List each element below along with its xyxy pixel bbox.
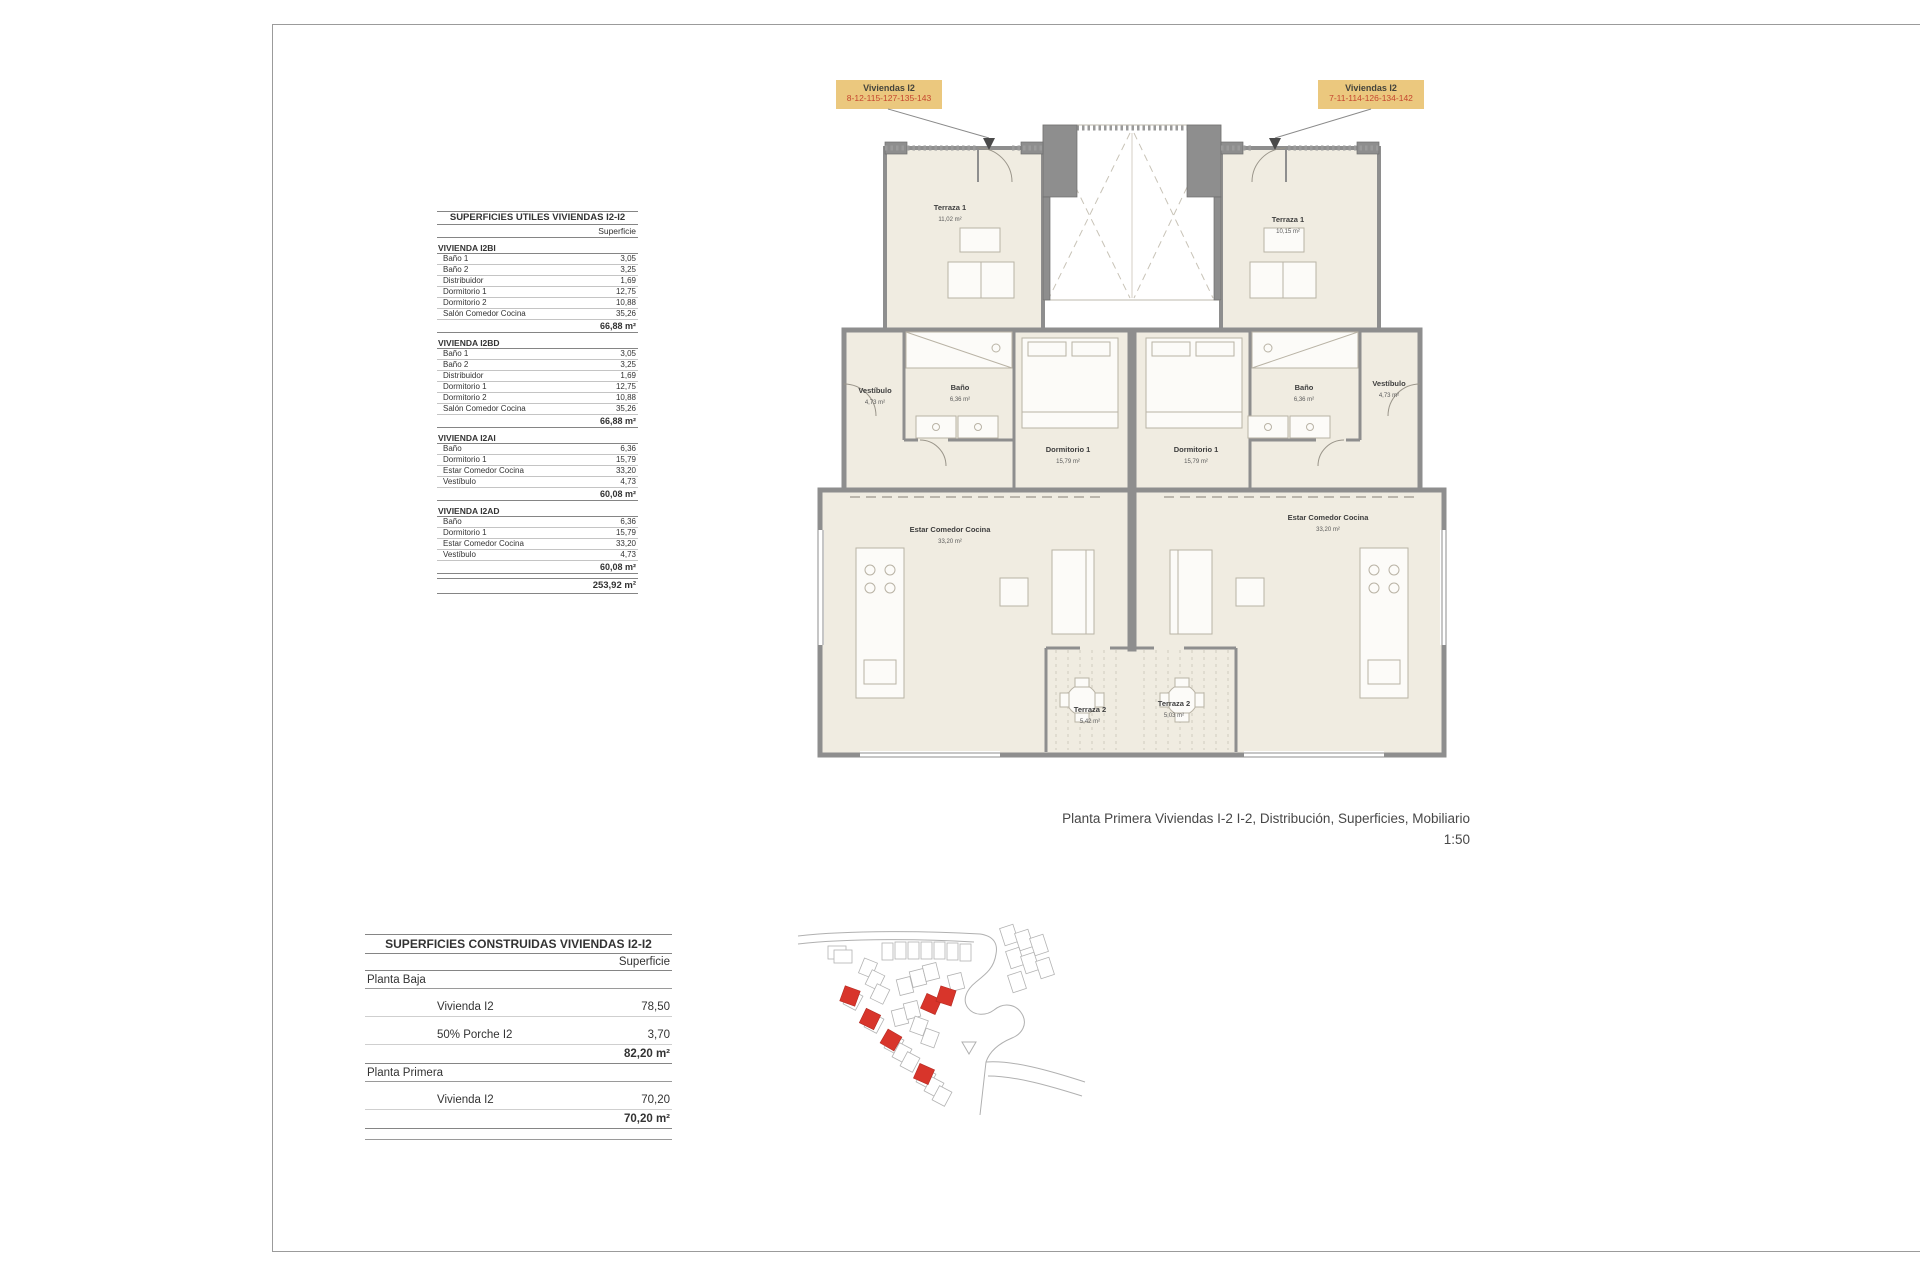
- room-area: 15,79 m²: [1056, 459, 1080, 465]
- room-label-dormitorio-left: Dormitorio 1: [1045, 445, 1091, 454]
- callout-title: Viviendas I2: [1345, 83, 1397, 93]
- table-row: Salón Comedor Cocina 35,26: [437, 309, 638, 320]
- section-header: VIVIENDA I2AD: [437, 505, 638, 517]
- room-label-terraza2-left: Terraza 2: [1073, 705, 1107, 714]
- room-area: 5,42 m²: [1079, 719, 1101, 725]
- site-plan: [790, 920, 1090, 1125]
- drawing-caption: [970, 808, 1470, 850]
- room-area: 6,36 m²: [949, 397, 971, 403]
- sheet-border-top: [272, 24, 1920, 25]
- room-label-dormitorio-right: Dormitorio 1: [1173, 445, 1219, 454]
- table-row: Baño 2 3,25: [437, 265, 638, 276]
- table-row: 50% Porche I2 3,70: [365, 1017, 672, 1045]
- floor-plan: [800, 100, 1450, 800]
- section-header: Planta Primera: [365, 1064, 672, 1082]
- room-area: 4,73 m²: [1378, 393, 1400, 399]
- room-area: 4,73 m²: [864, 400, 886, 406]
- table-row: Dormitorio 1 15,79: [437, 528, 638, 539]
- table-row: Dormitorio 2 10,88: [437, 393, 638, 404]
- table-row: Distribuidor 1,69: [437, 371, 638, 382]
- table-row: Baño 1 3,05: [437, 349, 638, 360]
- column-header: Superficie: [365, 954, 672, 971]
- caption-title: Planta Primera Viviendas I-2 I-2, Distribución, Superficies, Mobiliario: [1062, 811, 1470, 826]
- table-row: Estar Comedor Cocina 33,20: [437, 539, 638, 550]
- room-label-terraza2-right: Terraza 2: [1157, 699, 1191, 708]
- section-header: VIVIENDA I2BI: [437, 242, 638, 254]
- room-label-estar-left: Estar Comedor Cocina: [909, 525, 991, 534]
- table-row: Vivienda I2 70,20: [365, 1082, 672, 1110]
- room-label-vestibulo-left: Vestíbulo: [858, 386, 892, 395]
- table-row: Dormitorio 1 12,75: [437, 287, 638, 298]
- room-label-bano-left: Baño: [950, 383, 970, 392]
- room-label-vestibulo-right: Vestíbulo: [1372, 379, 1406, 388]
- table-total: 253,92 m²: [437, 578, 638, 594]
- column-header: Superficie: [437, 225, 638, 238]
- section-subtotal: 66,88 m²: [437, 415, 638, 428]
- section-subtotal: 82,20 m²: [365, 1045, 672, 1064]
- table-row: Distribuidor 1,69: [437, 276, 638, 287]
- section-header: VIVIENDA I2BD: [437, 337, 638, 349]
- room-area: 11,02 m²: [938, 217, 962, 223]
- section-subtotal: 60,08 m²: [437, 561, 638, 574]
- room-label-terraza1-right: Terraza 1: [1271, 215, 1305, 224]
- table-row: Dormitorio 1 12,75: [437, 382, 638, 393]
- table-row: Baño 1 3,05: [437, 254, 638, 265]
- room-area: 33,20 m²: [938, 539, 962, 545]
- room-area: 33,20 m²: [1316, 527, 1340, 533]
- superficies-construidas-table: [365, 934, 672, 1140]
- table-row: Baño 6,36: [437, 517, 638, 528]
- table-row: Vivienda I2 78,50: [365, 989, 672, 1017]
- room-label-bano-right: Baño: [1294, 383, 1314, 392]
- table-tail-rule: [365, 1129, 672, 1140]
- callout-numbers: 8-12-115-127-135-143: [846, 93, 932, 103]
- callout-title: Viviendas I2: [863, 83, 915, 93]
- table-row: Baño 2 3,25: [437, 360, 638, 371]
- section-header: VIVIENDA I2AI: [437, 432, 638, 444]
- table-row: Vestíbulo 4,73: [437, 477, 638, 488]
- room-area: 15,79 m²: [1184, 459, 1208, 465]
- table-row: Baño 6,36: [437, 444, 638, 455]
- table-row: Estar Comedor Cocina 33,20: [437, 466, 638, 477]
- callout-numbers: 7-11-114-126-134-142: [1329, 93, 1413, 103]
- section-subtotal: 60,08 m²: [437, 488, 638, 501]
- sheet-border-left: [272, 24, 273, 1252]
- section-header: Planta Baja: [365, 971, 672, 989]
- table-row: Dormitorio 2 10,88: [437, 298, 638, 309]
- table-row: Dormitorio 1 15,79: [437, 455, 638, 466]
- room-label-terraza1-left: Terraza 1: [933, 203, 967, 212]
- superficies-utiles-table: [437, 211, 638, 594]
- room-area: 10,15 m²: [1276, 229, 1300, 235]
- room-area: 6,36 m²: [1293, 397, 1315, 403]
- section-subtotal: 70,20 m²: [365, 1110, 672, 1129]
- sheet-border-bottom: [272, 1251, 1920, 1252]
- caption-scale: 1:50: [1443, 832, 1470, 847]
- table-title: SUPERFICIES UTILES VIVIENDAS I2-I2: [437, 211, 638, 225]
- table-row: Vestíbulo 4,73: [437, 550, 638, 561]
- room-label-estar-right: Estar Comedor Cocina: [1287, 513, 1369, 522]
- section-subtotal: 66,88 m²: [437, 320, 638, 333]
- table-row: Salón Comedor Cocina 35,26: [437, 404, 638, 415]
- table-title: SUPERFICIES CONSTRUIDAS VIVIENDAS I2-I2: [365, 934, 672, 954]
- room-area: 5,03 m²: [1163, 713, 1185, 719]
